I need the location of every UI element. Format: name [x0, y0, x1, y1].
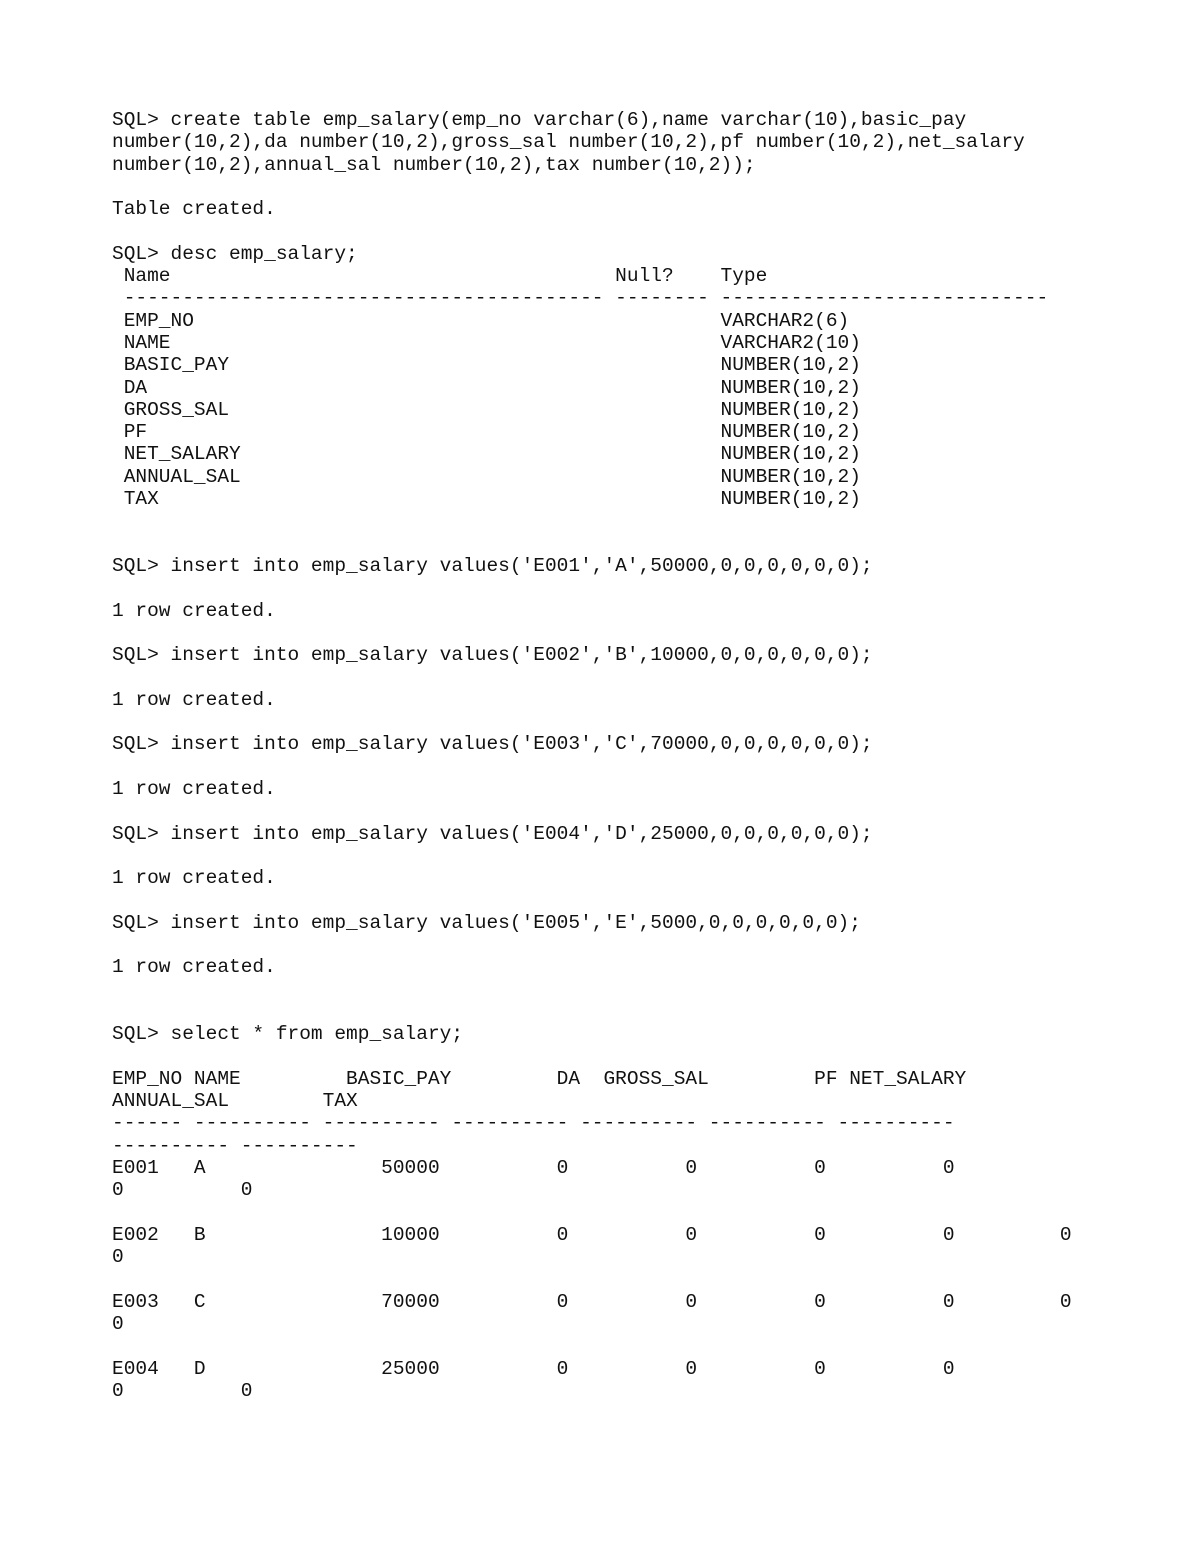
- desc-header-row: Name Null? Type: [112, 265, 768, 288]
- select-result-header: [112, 1068, 1172, 1157]
- result-row-line: E003 C 70000 0 0 0 0 0: [112, 1290, 1072, 1313]
- result-header-row: EMP_NO NAME BASIC_PAY DA GROSS_SAL PF NET_SALARY: [112, 1067, 967, 1090]
- select-row-e003: [112, 1291, 1172, 1336]
- desc-column-row: ANNUAL_SAL NUMBER(10,2): [112, 465, 861, 488]
- text-line: number(10,2),annual_sal number(10,2),tax number(10,2));: [112, 153, 756, 176]
- text-line: 1 row created.: [112, 867, 276, 890]
- desc-column-row: PF NUMBER(10,2): [112, 421, 861, 444]
- text-line: Table created.: [112, 198, 276, 221]
- insert-e002-result: [112, 689, 1172, 711]
- desc-column-row: EMP_NO VARCHAR2(6): [112, 309, 850, 332]
- text-line: SQL> insert into emp_salary values('E002','B',10000,0,0,0,0,0,0);: [112, 644, 873, 667]
- select-statement: [112, 1023, 1172, 1045]
- result-row-line: 0: [112, 1246, 124, 1269]
- text-line: 1 row created.: [112, 599, 276, 622]
- text-line: SQL> insert into emp_salary values('E001','A',50000,0,0,0,0,0,0);: [112, 554, 873, 577]
- desc-column-row: DA NUMBER(10,2): [112, 376, 861, 399]
- text-line: 1 row created.: [112, 777, 276, 800]
- result-row-line: E004 D 25000 0 0 0 0: [112, 1357, 955, 1380]
- insert-e005-result: [112, 956, 1172, 978]
- insert-e002-statement: [112, 644, 1172, 666]
- desc-column-row: BASIC_PAY NUMBER(10,2): [112, 354, 861, 377]
- insert-e004-result: [112, 867, 1172, 889]
- text-line: SQL> insert into emp_salary values('E003','C',70000,0,0,0,0,0,0);: [112, 733, 873, 756]
- select-row-e001: [112, 1157, 1172, 1202]
- text-line: SQL> create table emp_salary(emp_no varchar(6),name varchar(10),basic_pay: [112, 109, 967, 131]
- select-row-e004: [112, 1358, 1172, 1403]
- insert-e003-statement: [112, 733, 1172, 755]
- text-line: SQL> insert into emp_salary values('E005','E',5000,0,0,0,0,0,0);: [112, 911, 861, 934]
- text-line: 1 row created.: [112, 956, 276, 979]
- desc-column-row: NAME VARCHAR2(10): [112, 331, 861, 354]
- text-line: number(10,2),da number(10,2),gross_sal number(10,2),pf number(10,2),net_salary: [112, 131, 1025, 154]
- result-header-row: ANNUAL_SAL TAX: [112, 1090, 358, 1113]
- insert-e005-statement: [112, 912, 1172, 934]
- create-table-statement: [112, 109, 1172, 176]
- result-separator-row: ---------- ----------: [112, 1134, 358, 1157]
- text-line: SQL> select * from emp_salary;: [112, 1023, 464, 1046]
- result-row-line: 0: [112, 1313, 124, 1336]
- insert-e003-result: [112, 778, 1172, 800]
- create-table-result: [112, 198, 1172, 220]
- result-row-line: E002 B 10000 0 0 0 0 0: [112, 1223, 1072, 1246]
- desc-separator-row: ----------------------------------------- -------- ----------------------------: [112, 287, 1049, 310]
- insert-e001-result: [112, 600, 1172, 622]
- select-row-e002: [112, 1224, 1172, 1269]
- desc-column-row: NET_SALARY NUMBER(10,2): [112, 443, 861, 466]
- sql-transcript: [112, 109, 1172, 1402]
- result-separator-row: ------ ---------- ---------- ---------- ---------- ---------- ----------: [112, 1112, 955, 1135]
- insert-e004-statement: [112, 823, 1172, 845]
- desc-column-row: GROSS_SAL NUMBER(10,2): [112, 398, 861, 421]
- text-line: SQL> insert into emp_salary values('E004','D',25000,0,0,0,0,0,0);: [112, 822, 873, 845]
- desc-statement: [112, 243, 1172, 511]
- result-row-line: 0 0: [112, 1379, 253, 1402]
- text-line: 1 row created.: [112, 688, 276, 711]
- text-line: SQL> desc emp_salary;: [112, 242, 358, 265]
- desc-column-row: TAX NUMBER(10,2): [112, 488, 861, 511]
- insert-e001-statement: [112, 555, 1172, 577]
- result-row-line: E001 A 50000 0 0 0 0: [112, 1156, 955, 1179]
- result-row-line: 0 0: [112, 1179, 253, 1202]
